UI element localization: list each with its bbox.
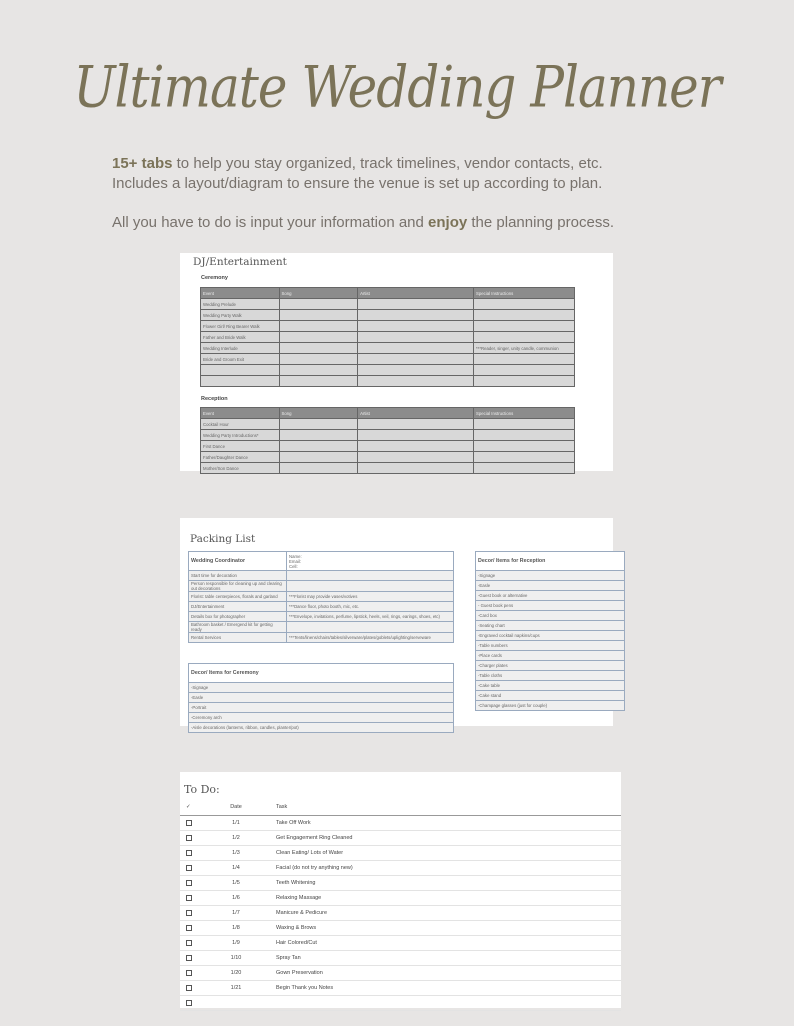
- artist-cell[interactable]: [358, 430, 474, 441]
- checkbox[interactable]: [186, 985, 192, 991]
- section-header: Decor/ Items for Reception: [476, 552, 625, 571]
- instructions-cell[interactable]: [474, 441, 575, 452]
- todo-row: [180, 921, 621, 936]
- note-cell[interactable]: [287, 581, 454, 592]
- header-row: [189, 664, 454, 683]
- todo-task: Get Engagement Ring Cleaned: [276, 835, 353, 841]
- column-header: Special Instructions: [474, 408, 575, 419]
- packing-list-sheet: [180, 518, 613, 730]
- dj-entertainment-sheet: [180, 253, 613, 471]
- instructions-cell[interactable]: ***Reader, singer, unity candle, communion: [474, 343, 575, 354]
- column-header: Artist: [358, 408, 474, 419]
- intro-line-3: [112, 213, 614, 233]
- song-cell[interactable]: [279, 321, 358, 332]
- list-item: [476, 701, 625, 711]
- intro-bold: enjoy: [428, 214, 468, 231]
- list-item: [476, 611, 625, 621]
- item-cell[interactable]: -Aisle decorations (lanterns, ribbon, candles, planter/pot): [189, 723, 454, 733]
- sheet-title: DJ/Entertainment: [193, 256, 287, 268]
- list-item: [476, 601, 625, 611]
- intro-text: All you have to do is input your information and: [112, 214, 429, 231]
- contact-field: Cell:: [289, 563, 298, 569]
- artist-cell[interactable]: [358, 343, 474, 354]
- item-cell[interactable]: -Card box: [476, 611, 625, 621]
- intro-line-1: [112, 154, 603, 174]
- song-cell[interactable]: [279, 419, 358, 430]
- column-header: Event: [201, 288, 280, 299]
- item-cell[interactable]: -Signage: [189, 683, 454, 693]
- instructions-cell[interactable]: [474, 310, 575, 321]
- event-cell: [201, 365, 280, 376]
- item-cell: Rental Services: [189, 633, 287, 643]
- song-cell[interactable]: [279, 354, 358, 365]
- coordinator-fields[interactable]: [287, 552, 454, 571]
- table-row: [201, 354, 575, 365]
- item-cell[interactable]: -Signage: [476, 571, 625, 581]
- artist-cell[interactable]: [358, 452, 474, 463]
- artist-cell[interactable]: [358, 463, 474, 474]
- note-cell[interactable]: ***Envelope, invitations, perfume, lipstick, heels, veil, rings, earings, shoes, etc): [287, 612, 454, 622]
- intro-text: to help you stay organized, track timelines, vendor contacts, etc.: [172, 155, 603, 172]
- column-header: Song: [279, 288, 358, 299]
- artist-cell[interactable]: [358, 321, 474, 332]
- list-item: [476, 681, 625, 691]
- todo-task: Waxing & Brows: [276, 925, 317, 931]
- checkbox[interactable]: [186, 955, 192, 961]
- list-item: [476, 691, 625, 701]
- instructions-cell[interactable]: [474, 321, 575, 332]
- todo-row: [180, 876, 621, 891]
- todo-sheet: [180, 772, 621, 1008]
- todo-date: 1/9: [232, 940, 240, 946]
- table-row: [201, 321, 575, 332]
- artist-cell[interactable]: [358, 365, 474, 376]
- todo-task: Take Off Work: [276, 820, 311, 826]
- table-row: [189, 592, 454, 602]
- list-item: [476, 621, 625, 631]
- table-row: [201, 463, 575, 474]
- ceremony-table: [200, 287, 575, 387]
- item-cell[interactable]: -Portrait: [189, 703, 454, 713]
- checkbox[interactable]: [186, 895, 192, 901]
- list-item: [476, 581, 625, 591]
- artist-cell[interactable]: [358, 354, 474, 365]
- table-row: [189, 581, 454, 592]
- checkbox[interactable]: [186, 850, 192, 856]
- instructions-cell[interactable]: [474, 430, 575, 441]
- artist-cell[interactable]: [358, 299, 474, 310]
- reception-table: [200, 407, 575, 474]
- list-item: [189, 683, 454, 693]
- table-row: [201, 376, 575, 387]
- item-cell[interactable]: -Easle: [189, 693, 454, 703]
- todo-date: 1/5: [232, 880, 240, 886]
- item-cell[interactable]: -Seating chart: [476, 621, 625, 631]
- item-cell[interactable]: -Cake table: [476, 681, 625, 691]
- instructions-cell[interactable]: [474, 332, 575, 343]
- todo-date: 1/1: [232, 820, 240, 826]
- item-cell[interactable]: -Ceremony arch: [189, 713, 454, 723]
- instructions-cell[interactable]: [474, 452, 575, 463]
- list-item: [476, 661, 625, 671]
- todo-date: 1/4: [232, 865, 240, 871]
- todo-task: Clean Eating/ Lots of Water: [276, 850, 344, 856]
- todo-date: 1/8: [232, 925, 240, 931]
- table-row: [201, 419, 575, 430]
- todo-row: [180, 816, 621, 831]
- song-cell[interactable]: [279, 310, 358, 321]
- list-item: [476, 641, 625, 651]
- item-cell[interactable]: -Guest book or alternative: [476, 591, 625, 601]
- todo-date: 1/20: [230, 970, 242, 976]
- event-cell: Father and Bride Walk: [201, 332, 280, 343]
- artist-cell[interactable]: [358, 376, 474, 387]
- todo-row: [180, 831, 621, 846]
- table-row: [189, 633, 454, 643]
- event-cell: Mother/Son Dance: [201, 463, 280, 474]
- song-cell[interactable]: [279, 430, 358, 441]
- table-row: [201, 452, 575, 463]
- table-row: [189, 612, 454, 622]
- todo-date: 1/3: [232, 850, 240, 856]
- todo-row: [180, 996, 621, 1011]
- list-item: [476, 651, 625, 661]
- todo-date: 1/21: [230, 985, 242, 991]
- item-cell: Start time for decoration: [189, 571, 287, 581]
- note-cell[interactable]: [287, 571, 454, 581]
- checkbox[interactable]: [186, 925, 192, 931]
- todo-task: Spray Tan: [276, 955, 301, 961]
- item-cell: Person responsible for cleaning up and clearing out decorations: [189, 581, 287, 592]
- note-cell[interactable]: [287, 622, 454, 633]
- song-cell[interactable]: [279, 463, 358, 474]
- item-cell[interactable]: -Table cloths: [476, 671, 625, 681]
- table-row: [201, 430, 575, 441]
- item-cell: Details box for photographer: [189, 612, 287, 622]
- song-cell[interactable]: [279, 365, 358, 376]
- table-row: [189, 602, 454, 612]
- event-cell: Wedding Party Introductions*: [201, 430, 280, 441]
- event-cell: [201, 376, 280, 387]
- song-cell[interactable]: [279, 299, 358, 310]
- item-cell[interactable]: -Cake stand: [476, 691, 625, 701]
- song-cell[interactable]: [279, 376, 358, 387]
- coordinator-table: [188, 551, 454, 643]
- checkbox[interactable]: [186, 880, 192, 886]
- checkbox[interactable]: [186, 910, 192, 916]
- item-cell[interactable]: -Place cards: [476, 651, 625, 661]
- checkbox[interactable]: [186, 835, 192, 841]
- instructions-cell[interactable]: [474, 419, 575, 430]
- sheet-title: Packing List: [190, 533, 256, 545]
- checkbox[interactable]: [186, 865, 192, 871]
- event-cell: Wedding Party Walk: [201, 310, 280, 321]
- date-column-header: Date: [230, 804, 242, 810]
- item-cell[interactable]: -Charger plates: [476, 661, 625, 671]
- check-column-header: ✓: [186, 804, 191, 810]
- event-cell: Cocktail Hour: [201, 419, 280, 430]
- todo-task: Facial (do not try anything new): [276, 865, 353, 871]
- todo-task: Gown Preservation: [276, 970, 323, 976]
- todo-row: [180, 846, 621, 861]
- section-label: Reception: [201, 396, 228, 402]
- table-row: [201, 310, 575, 321]
- artist-cell[interactable]: [358, 310, 474, 321]
- todo-row: [180, 981, 621, 996]
- column-header: Event: [201, 408, 280, 419]
- todo-task: Hair Colored/Cut: [276, 940, 317, 946]
- list-item: [476, 671, 625, 681]
- coordinator-row: [189, 552, 454, 571]
- todo-task: Relaxing Massage: [276, 895, 322, 901]
- list-item: [189, 713, 454, 723]
- item-cell[interactable]: -Easle: [476, 581, 625, 591]
- artist-cell[interactable]: [358, 332, 474, 343]
- list-item: [189, 693, 454, 703]
- table-row: [201, 365, 575, 376]
- coordinator-label: Wedding Coordinator: [189, 552, 287, 571]
- table-row: [189, 571, 454, 581]
- todo-date: 1/6: [232, 895, 240, 901]
- list-item: [476, 631, 625, 641]
- header-row: [201, 288, 575, 299]
- contact-field: Email:: [289, 558, 301, 564]
- table-row: [201, 441, 575, 452]
- list-item: [476, 591, 625, 601]
- checkbox[interactable]: [186, 970, 192, 976]
- instructions-cell[interactable]: [474, 299, 575, 310]
- todo-row: [180, 936, 621, 951]
- note-cell[interactable]: ***Dance floor, photo booth, mic, etc.: [287, 602, 454, 612]
- checkbox[interactable]: [186, 940, 192, 946]
- header-row: [201, 408, 575, 419]
- todo-row: [180, 906, 621, 921]
- song-cell[interactable]: [279, 441, 358, 452]
- table-row: [201, 299, 575, 310]
- instructions-cell[interactable]: [474, 354, 575, 365]
- todo-row: [180, 951, 621, 966]
- reception-decor-table: [475, 551, 625, 711]
- event-cell: Father/Daughter Dance: [201, 452, 280, 463]
- column-header: Artist: [358, 288, 474, 299]
- checkbox[interactable]: [186, 820, 192, 826]
- event-cell: Wedding Interlude: [201, 343, 280, 354]
- section-label: Ceremony: [201, 275, 228, 281]
- item-cell[interactable]: -Champage glasses (just for couple): [476, 701, 625, 711]
- item-cell[interactable]: -Engraved cocktail napkins/cups: [476, 631, 625, 641]
- song-cell[interactable]: [279, 332, 358, 343]
- event-cell: Flower Girl/ Ring Bearer Walk: [201, 321, 280, 332]
- instructions-cell[interactable]: [474, 463, 575, 474]
- sheet-title: To Do:: [184, 783, 220, 796]
- todo-task: Teeth Whitening: [276, 880, 316, 886]
- event-cell: First Dance: [201, 441, 280, 452]
- todo-task: Begin Thank you Notes: [276, 985, 334, 991]
- checkbox[interactable]: [186, 1000, 192, 1006]
- item-cell: Bathroom basket / Emergend kit for getting ready: [189, 622, 287, 633]
- note-cell[interactable]: ***Florist may provide vases/votives: [287, 592, 454, 602]
- item-cell[interactable]: -Table numbers: [476, 641, 625, 651]
- item-cell: Florist: table centerpieces, florals and garland: [189, 592, 287, 602]
- section-header: Decor/ Items for Ceremony: [189, 664, 454, 683]
- intro-line-2: Includes a layout/diagram to ensure the venue is set up according to plan.: [112, 175, 603, 192]
- table-row: [201, 332, 575, 343]
- table-row: [201, 343, 575, 354]
- item-cell[interactable]: - Guest book pens: [476, 601, 625, 611]
- artist-cell[interactable]: [358, 441, 474, 452]
- item-cell: DJ/Entertainment: [189, 602, 287, 612]
- todo-row: [180, 891, 621, 906]
- intro-bold: 15+ tabs: [112, 155, 173, 172]
- todo-row: [180, 861, 621, 876]
- page-title: Ultimate Wedding Planner: [73, 53, 721, 121]
- song-cell[interactable]: [279, 343, 358, 354]
- table-row: [189, 622, 454, 633]
- list-item: [189, 703, 454, 713]
- event-cell: Wedding Prelude: [201, 299, 280, 310]
- list-item: [476, 571, 625, 581]
- column-header: Song: [279, 408, 358, 419]
- todo-date: 1/10: [230, 955, 242, 961]
- todo-row: [180, 966, 621, 981]
- list-item: [189, 723, 454, 733]
- todo-date: 1/7: [232, 910, 240, 916]
- contact-field: Name:: [289, 553, 302, 559]
- event-cell: Bride and Groom Exit: [201, 354, 280, 365]
- todo-task: Manicure & Pedicure: [276, 910, 328, 916]
- column-header: Special Instructions: [474, 288, 575, 299]
- artist-cell[interactable]: [358, 419, 474, 430]
- song-cell[interactable]: [279, 452, 358, 463]
- note-cell[interactable]: ***Tents/linens/chairs/tables/silverware/plates/goblets/uplighting/serveware: [287, 633, 454, 643]
- todo-date: 1/2: [232, 835, 240, 841]
- instructions-cell[interactable]: [474, 376, 575, 387]
- intro-text: the planning process.: [467, 214, 614, 231]
- header-row: [476, 552, 625, 571]
- instructions-cell[interactable]: [474, 365, 575, 376]
- ceremony-decor-table: [188, 663, 454, 733]
- task-column-header: Task: [276, 804, 288, 810]
